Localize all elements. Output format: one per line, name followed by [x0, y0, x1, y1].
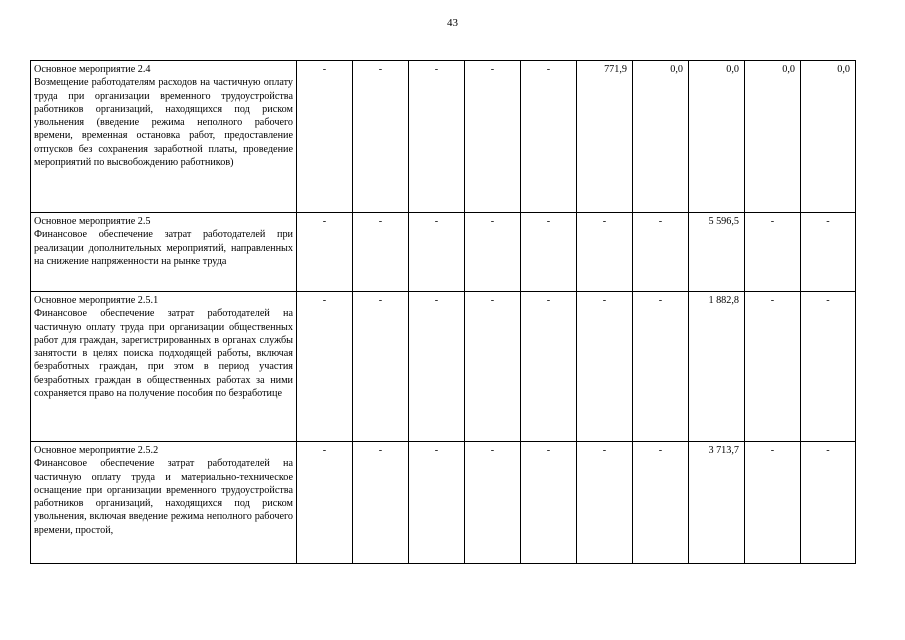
- value-cell: -: [745, 213, 801, 292]
- item-title: Основное мероприятие 2.5.1: [34, 295, 159, 306]
- description-cell: [31, 292, 297, 442]
- value-cell: -: [409, 442, 465, 564]
- value-cell: -: [745, 292, 801, 442]
- value-cell: -: [633, 442, 689, 564]
- value-cell: -: [577, 442, 633, 564]
- value-cell: -: [801, 292, 856, 442]
- value-cell: 3 713,7: [689, 442, 745, 564]
- value-cell: -: [465, 292, 521, 442]
- value-cell: -: [409, 61, 465, 213]
- value-cell: -: [353, 292, 409, 442]
- value-cell: -: [465, 213, 521, 292]
- description-cell: [31, 61, 297, 213]
- item-title: Основное мероприятие 2.5.2: [34, 445, 159, 456]
- value-cell: -: [633, 292, 689, 442]
- table-row: [31, 213, 856, 292]
- value-cell: -: [297, 213, 353, 292]
- program-funding-table: [30, 60, 856, 564]
- table-row: [31, 61, 856, 213]
- value-cell: 0,0: [633, 61, 689, 213]
- item-description: Финансовое обеспечение затрат работодателей на частичную оплату труда при организации общественных работ для граждан, зарегистрированных в органах службы занятости в целях поиска подходящей работы, включая безработных граждан, при этом в период участия безработных граждан в общественных работах за ними сохраняется право на получение пособия по безработице: [34, 308, 293, 400]
- value-cell: -: [353, 442, 409, 564]
- table-row: [31, 442, 856, 564]
- value-cell: -: [353, 213, 409, 292]
- value-cell: -: [297, 292, 353, 442]
- value-cell: -: [409, 213, 465, 292]
- value-cell: -: [521, 442, 577, 564]
- value-cell: -: [465, 442, 521, 564]
- value-cell: 0,0: [745, 61, 801, 213]
- description-cell: [31, 442, 297, 564]
- value-cell: -: [521, 213, 577, 292]
- value-cell: -: [409, 292, 465, 442]
- value-cell: -: [521, 61, 577, 213]
- page-number: 43: [447, 17, 458, 29]
- item-title: Основное мероприятие 2.5: [34, 216, 151, 227]
- value-cell: -: [465, 61, 521, 213]
- table-row: [31, 292, 856, 442]
- value-cell: -: [745, 442, 801, 564]
- value-cell: 5 596,5: [689, 213, 745, 292]
- description-cell: [31, 213, 297, 292]
- value-cell: -: [521, 292, 577, 442]
- item-description: Финансовое обеспечение затрат работодателей при реализации дополнительных мероприятий, направленных на снижение напряженности на рынке труда: [34, 229, 293, 267]
- value-cell: -: [353, 61, 409, 213]
- value-cell: -: [801, 213, 856, 292]
- value-cell: -: [297, 442, 353, 564]
- value-cell: -: [577, 213, 633, 292]
- value-cell: 1 882,8: [689, 292, 745, 442]
- value-cell: 0,0: [801, 61, 856, 213]
- value-cell: -: [801, 442, 856, 564]
- item-description: Финансовое обеспечение затрат работодателей на частичную оплату труда и материально-техническое оснащение при организации временного трудоустройства работников организаций, находящихся под риском увольнения, включая введение режима неполного рабочего времени, простой,: [34, 458, 293, 536]
- value-cell: -: [297, 61, 353, 213]
- value-cell: 0,0: [689, 61, 745, 213]
- item-title: Основное мероприятие 2.4: [34, 64, 151, 75]
- value-cell: -: [633, 213, 689, 292]
- item-description: Возмещение работодателям расходов на частичную оплату труда при организации временного трудоустройства работников организаций, находящихся под риском увольнения (введение режима неполного рабочего времени, временная остановка работ, предоставление отпусков без сохранения заработной платы, проведение мероприятий по высвобождению работников): [34, 77, 293, 169]
- value-cell: 771,9: [577, 61, 633, 213]
- value-cell: -: [577, 292, 633, 442]
